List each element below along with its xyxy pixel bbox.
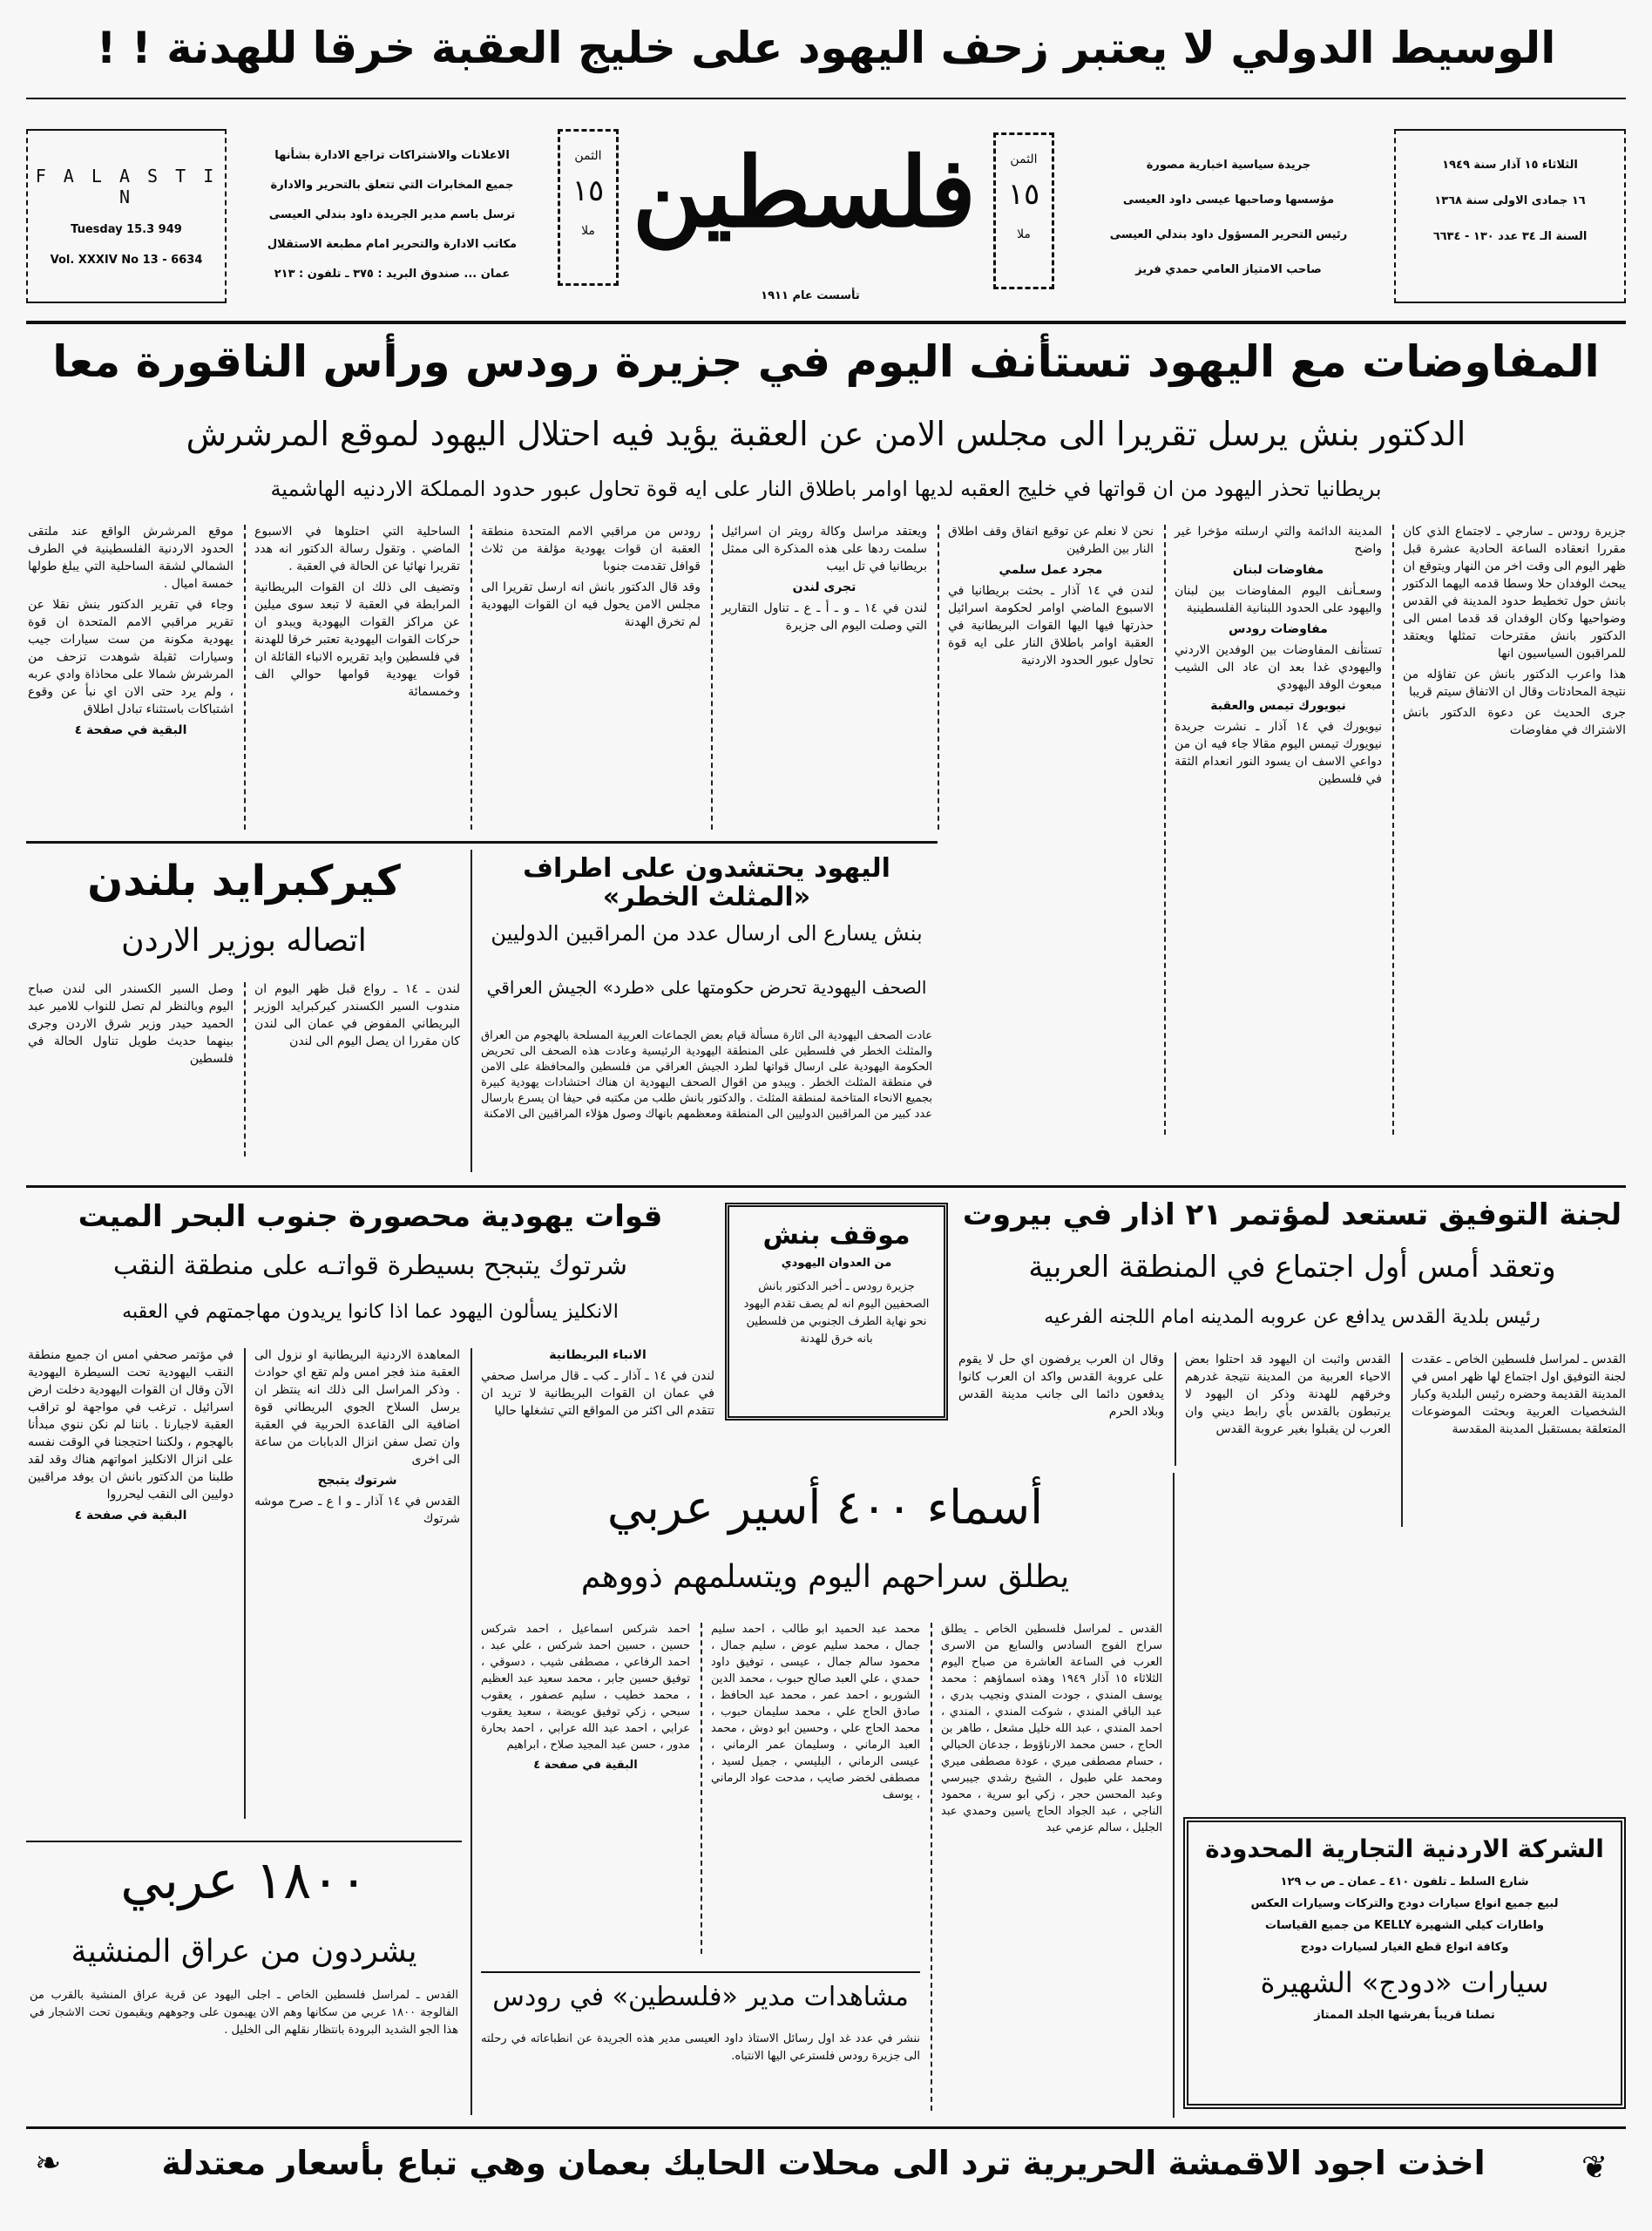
continued-note: البقية في صفحة ٤ bbox=[533, 1759, 638, 1772]
price-unit: ملا bbox=[1017, 227, 1031, 241]
paragraph: عادت الصحف اليهودية الى اثارة مسألة قيام بعض الجماعات العربية المسلحة بالهجوم من العراق والمثلث الخطر في فلسطين على المنطقة اليهودية الرئيسية وعادت هذه الصحف الى تحريض الحكومة اليهودية على ارسال قواتها لطرد الجيش العراقي من فلسطين والمحافظة على الامن في منطقة المثلث الخطر . ويبدو من اقوال الصحف اليهودية ان هناك احتشادات يهودية كبيرة بجميع الانحاء المتاخمة لمنطقة المثلث . والدكتور بانش طلب من مكتبه في حيفا ان يسرع بارسال عدد كبير من المراقبين الدوليين الى المنطقة ومعظمهم بانهاك وصول هؤلاء المراقبين الى الامكنة bbox=[481, 1029, 932, 1121]
column-divider bbox=[938, 525, 939, 830]
footer-rule bbox=[26, 2126, 1626, 2129]
paragraph: رودس من مراقبي الامم المتحدة منطقة العقبة ان قوات يهودية مؤلفة من ثلاث قوافل تقدمت جنوبا bbox=[481, 525, 701, 573]
prisoners-headline: أسماء ٤٠٠ أسير عربي bbox=[606, 1480, 1044, 1535]
masthead-rule bbox=[26, 321, 1626, 324]
price-label: الثمن bbox=[574, 149, 602, 163]
column-divider bbox=[711, 525, 713, 830]
paragraph: القدس ـ لمراسل فلسطين الخاص ـ يطلق سراح الفوج السادس والسابع من الاسرى العرب في الساعة العاشرة من صباح اليوم الثلاثاء ١٥ آذار ١٩٤٩ وهذه اسماؤهم : محمد يوسف المندي ، جودت المندي ونجيب بدري ، عبد الباقي المندي ، شوكت المندي ، المندي ، احمد المندي ، عبد الله خليل مشعل ، طاهر بن الحاج ، حسن محمد الارناؤوط ، جدعان الحبالي ، حسام مصطفى ميري ، عودة مصطفى ميري ومحمد علي طبول ، الشيخ رشدي جيبرسي وعبد المحسن حجر ، زكي ابو سرية ، محمود الناجي ، عبد الجواد الحاج ياسين وحمدي عبد الجليل ، سالم عزمي عبد bbox=[941, 1623, 1162, 1834]
triangle-headline: اليهود يحتشدون على اطراف «المثلث الخطر» bbox=[523, 853, 890, 912]
paragraph: الساحلية التي احتلوها في الاسبوع الماضي . وتقول رسالة الدكتور انه هدد تقريرا نهائيا عن الحالة في العقبة . bbox=[254, 525, 460, 573]
subheading: مفاوضات لبنان bbox=[1232, 563, 1324, 577]
bunche-subtitle: من العدوان اليهودي bbox=[781, 1257, 892, 1270]
rhodes-body bbox=[481, 2031, 920, 2069]
manshiya-subhead: يشردون من عراق المنشية bbox=[71, 1934, 417, 1970]
subheading: نيويورك تيمس والعقبة bbox=[1210, 699, 1346, 713]
continued-note: البقية في صفحة ٤ bbox=[74, 723, 187, 737]
price-box-right bbox=[993, 132, 1054, 289]
paragraph: تستأنف المفاوضات بين الوفدين الاردني واليهودي غدا بعد ان عاد الى الشيب مبعوث الوفد اليهودي bbox=[1175, 643, 1382, 692]
kirkbride-headline: كيركبرايد بلندن bbox=[87, 857, 401, 905]
subheading: الانباء البريطانية bbox=[549, 1348, 647, 1362]
section-rule bbox=[26, 1841, 462, 1842]
correspondence-line: جميع المخابرات التي تتعلق بالتحرير والادارة bbox=[270, 179, 514, 192]
date-hijri: ١٦ جمادى الاولى سنة ١٣٦٨ bbox=[1434, 194, 1586, 207]
founded-year: تأسست عام ١٩١١ bbox=[761, 289, 860, 302]
kirkbride-subhead: اتصاله بوزير الاردن bbox=[121, 923, 367, 959]
negev-subhead: شرتوك يتبجح بسيطرة قواتـه على منطقة النقب bbox=[112, 1251, 628, 1281]
column-divider bbox=[244, 1348, 246, 1819]
issue-number: السنة الـ ٣٤ عدد ١٣٠ - ٦٦٣٤ bbox=[1432, 230, 1588, 243]
paragraph: ويعتقد مراسل وكالة رويتر ان اسرائيل سلمت ردها على هذه المذكرة الى ممثل بريطانيا في تل ابيب bbox=[721, 525, 927, 573]
paragraph: القدس ـ لمراسل فلسطين الخاص ـ اجلى اليهود عن قرية عراق المنشية بالقرب من الفالوجة ١٨٠٠ عربي من سكانها وهم الان يهيمون على وجوههم ويقيمون تحت الاشجار في هذا الجو الشديد البرودة بانتظار نقلهم الى الخليل . bbox=[30, 1989, 458, 2037]
column-divider bbox=[1164, 525, 1166, 1135]
paragraph: لندن ـ ١٤ ـ رواع قبل ظهر اليوم ان مندوب السير الكسندر كيركبرايد الوزير البريطاني المفوض في عمان الى لندن كان مقررا ان يصل اليوم الى لندن bbox=[254, 982, 461, 1048]
section-rule bbox=[26, 841, 938, 844]
column-divider bbox=[1175, 1353, 1176, 1466]
triangle-subhead: بنش يسارع الى ارسال عدد من المراقبين الدوليين bbox=[491, 921, 923, 946]
paragraph: محمد عبد الحميد ابو طالب ، احمد سليم جمال ، محمد سليم عوض ، سليم جمال ، محمود سالم جمال ، عيسى ، توفيق داود حمدي ، علي العبد صالح حبوب ، محمد الدين الشوربو ، احمد عمر ، محمد عبد الحافظ ، صادق الحاج علي ، محمد سليمان حبوب ، محمد الحاج علي ، وحسين ابو دوش ، محمد العبد الرماني ، وسليمان عمر الرماني ، عيسى الرماني ، البليسي ، جميل لسيد ، مصطفى لخضر صايب ، مدحت عواد الرماني ، يوسف bbox=[711, 1623, 920, 1801]
negev-col-2 bbox=[254, 1346, 460, 1531]
banner-rule bbox=[26, 98, 1626, 99]
director-line: ترسل باسم مدير الجريدة داود بندلي العيسى bbox=[268, 208, 516, 221]
dodge-ad bbox=[1183, 1817, 1626, 2109]
lead-subhead: الدكتور بنش يرسل تقريرا الى مجلس الامن عن العقبة يؤيد فيه احتلال اليهود لموقع المرشرش bbox=[186, 415, 1466, 453]
tawfiq-headline-1: لجنة التوفيق تستعد لمؤتمر ٢١ اذار في بيروت bbox=[962, 1197, 1622, 1232]
negev-col-3 bbox=[28, 1346, 234, 1528]
footer-ad-text: اخذت اجود الاقمشة الحريرية ترد الى محلات الحايك بعمان وهي تباع بأسعار معتدلة bbox=[161, 2144, 1486, 2182]
paragraph: المدينة الدائمة والتي ارسلته مؤخرا غير واضح bbox=[1175, 525, 1382, 556]
paragraph: القدس واثبت ان اليهود قد احتلوا بعض الاحياء العربية من المدينة نتيجة غدرهم وخرقهم للهدنة وذكر ان اليهود لا يرتبطون بالقدس بأي رابط ديني وان العرب لن يقبلوا بغير عروبة القدس bbox=[1185, 1353, 1391, 1436]
kirkbride-col-2 bbox=[28, 980, 234, 1071]
price-box-left bbox=[558, 129, 619, 286]
ads-line: الاعلانات والاشتراكات تراجع الادارة بشأنها bbox=[274, 149, 510, 162]
subheading: مجرد عمل سلمي bbox=[999, 563, 1103, 577]
paragraph: جزيرة رودس ـ سارجي ـ لاجتماع الذي كان مقررا انعقاده الساعة الحادية عشرة قبل ظهر اليوم الى وقت اخر من النهار ويتوقع ان يبحث الوفدان حلا وسطا قدمه اليهما الدكتور بانش حول تخطيط حدود المدينة في القدس وضواحيها وكان الوفدان قد قدما امس الى الدكتور بانش مقترحات تمثلها ويعتقد للمراقبون السياسيون انها bbox=[1403, 525, 1626, 661]
section-rule bbox=[26, 1185, 1626, 1188]
triangle-deck: الصحف اليهودية تحرض حكومتها على «طرد» الجيش العراقي bbox=[486, 977, 927, 998]
prisoners-subhead: يطلق سراحهم اليوم ويتسلمهم ذووهم bbox=[580, 1559, 1070, 1595]
manshiya-word: عربي bbox=[120, 1850, 239, 1911]
editor-line: رئيس التحرير المسؤول داود بندلي العيسى bbox=[1109, 228, 1348, 241]
bunche-title: موقف بنش bbox=[762, 1220, 911, 1251]
lead-col-5 bbox=[481, 523, 701, 634]
column-divider bbox=[701, 1623, 702, 1954]
column-divider bbox=[1401, 1353, 1403, 1527]
masthead-title: فلسطين bbox=[632, 136, 976, 248]
manshiya-number: ١٨٠٠ bbox=[254, 1850, 368, 1911]
tawfiq-subhead: رئيس بلدية القدس يدافع عن عروبه المدينه امام اللجنه الفرعيه bbox=[1044, 1306, 1540, 1328]
lead-col-6 bbox=[254, 523, 460, 704]
column-divider bbox=[1392, 525, 1394, 1135]
latin-volume: Vol. XXXIV No 13 - 6634 bbox=[50, 254, 203, 267]
kirkbride-col-1 bbox=[254, 980, 460, 1054]
lead-deck: بريطانيا تحذر اليهود من ان قواتها في خليج العقبه لديها اوامر باطلاق النار على ايه قوة تحاول عبور حدود المملكة الاردنيه الهاشمية bbox=[270, 477, 1382, 501]
paragraph: القدس ـ لمراسل فلسطين الخاص ـ عقدت لجنة التوفيق اول اجتماع لها ظهر امس في المدينة القديمة وحضره رئيس البلدية وكبار الشخصيات العربية وبحثت الموضوعات المتعلقة بمستقبل المدينة المقدسة bbox=[1412, 1353, 1626, 1436]
bunche-box bbox=[725, 1203, 948, 1421]
paragraph: نيويورك في ١٤ آذار ـ نشرت جريدة نيويورك تيمس اليوم مقالا جاء فيه ان من دواعي الاسف ان يسود النور انعدام الثقة في فلسطين bbox=[1175, 720, 1382, 786]
price-label: الثمن bbox=[1010, 153, 1038, 166]
masthead-date-box bbox=[1394, 129, 1626, 303]
price-unit: ملا bbox=[581, 224, 595, 238]
paragraph: في مؤتمر صحفي امس ان جميع منطقة النقب اليهودية تحت السيطرة اليهودية الآن وقال ان القوات اليهودية دخلت ارض اسرائيل . ترغب في مواجهة لو تراقب العقبة لاجبارنا . باننا لم نكن ننوي مبدأنا بالهجوم ، ولكننا احتججنا في الوقت نفسه على انزال الانكليز امواتهم هناك وقد لقد طلبنا من الدكتور بانش ان يوفد مراقبين دوليين الى النقب ليحرروا bbox=[28, 1348, 234, 1502]
dodge-line: وكافة انواع قطع الغيار لسيارات دودج bbox=[1300, 1940, 1509, 1954]
masthead-admin-info bbox=[240, 141, 545, 289]
paragraph: وسعـأنف اليوم المفاوضات بين لبنان واليهود على الحدود اللبنانية الفلسطينية bbox=[1175, 584, 1382, 615]
lead-headline: المفاوضات مع اليهود تستأنف اليوم في جزيرة رودس ورأس الناقورة معا bbox=[52, 336, 1600, 387]
column-divider bbox=[244, 525, 246, 830]
rhodes-headline: مشاهدات مدير «فلسطين» في رودس bbox=[492, 1982, 909, 2012]
offices-line: مكاتب الادارة والتحرير امام مطبعة الاستقلال bbox=[267, 238, 518, 251]
paragraph: هذا واعرب الدكتور بانش عن تفاؤله من نتيجة المحادثات وقال ان الاتفاق سيتم قريبا bbox=[1403, 668, 1626, 699]
column-divider bbox=[931, 1623, 932, 2111]
masthead-latin-box bbox=[26, 129, 227, 303]
column-divider bbox=[471, 1348, 472, 2115]
paragraph: نحن لا نعلم عن توقيع اتفاق وقف اطلاق النار بين الطرفين bbox=[948, 525, 1154, 556]
lead-col-3 bbox=[948, 523, 1154, 673]
lead-col-1 bbox=[1403, 523, 1626, 743]
paragraph: وتضيف الى ذلك ان القوات البريطانية المرابطة في العقبة لا تبعد سوى ميلين عن مراكز القوات اليهودية ويبدو ان حركات القوات اليهودية تعتبر خرقا للهدنة في فلسطين وايد تقريره الانباء القائلة ان قوات يهودية قوامها حوالي الف وخمسمائة bbox=[254, 580, 460, 699]
latin-title: F A L A S T I N bbox=[35, 166, 218, 207]
dodge-address: شارع السلط ـ تلفون ٤١٠ ـ عمان ـ ص ب ١٢٩ bbox=[1280, 1875, 1529, 1889]
column-divider bbox=[471, 525, 472, 830]
manshiya-body bbox=[30, 1987, 458, 2043]
subheading: تجرى لندن bbox=[792, 580, 856, 594]
paragraph: وقال ان العرب يرفضون اي حل لا يقوم على عروبة القدس واكد ان العرب كانوا يدفعون دائما الى جانب مدينة القدس وبلاد الحرم bbox=[958, 1353, 1164, 1419]
manshiya-headline bbox=[26, 1852, 462, 1909]
date-gregorian: الثلاثاء ١٥ آذار سنة ١٩٤٩ bbox=[1442, 159, 1578, 172]
column-divider bbox=[244, 982, 246, 1156]
ornament-icon: ❧ bbox=[35, 2146, 62, 2181]
tawfiq-headline-2: وتعقد أمس أول اجتماع في المنطقة العربية bbox=[1028, 1250, 1556, 1285]
negev-col-1 bbox=[481, 1346, 714, 1423]
negev-deck: الانكليز يسألون اليهود عما اذا كانوا يريدون مهاجمتهم في العقبه bbox=[122, 1301, 619, 1323]
paragraph: جرى الحديث عن دعوة الدكتور بانش الاشتراك في مفاوضات bbox=[1403, 706, 1626, 737]
paragraph: وجاء في تقرير الدكتور بنش نقلا عن تقرير مراقبي الامم المتحدة ان قوة يهودية مكونة من ست سيارات جيب وسيارات ثقيلة شوهدت تزحف من المرشرش شمالا على محاذاة وادي عربه ، ولم يرد حتى الان اي نبأ عن وقوع اشتباكات باستثناء تبادل اطلاق bbox=[28, 598, 234, 716]
prisoners-col-2 bbox=[711, 1621, 920, 1807]
paragraph: ننشر في عدد غد اول رسائل الاستاذ داود العيسى مدير هذه الجريدة عن انطباعاته في رحلته الى جزيرة رودس فلسترعي اليها الانتباه. bbox=[481, 2032, 920, 2063]
lead-col-2 bbox=[1175, 523, 1382, 791]
paragraph: احمد شركس اسماعيل ، احمد شركس حسين ، حسين احمد شركس ، علي عبد ، احمد الرفاعي ، مصطفى شيب ، دسوقي ، توفيق حسين جابر ، محمد سعيد عبد العظيم ، محمد خطيب ، سليم عصفور ، يعقوب سبحي ، زكي توفيق عويضة ، سعيد يعقوب عرابي ، احمد عبد الله عرابي ، احمد بحارة مدور ، حسن عبد المجيد صلاح ، ابراهيم bbox=[481, 1623, 690, 1752]
dodge-line: واطارات كيلي الشهيرة KELLY من جميع القياسات bbox=[1265, 1918, 1544, 1932]
tawfiq-col-2 bbox=[1185, 1351, 1391, 1441]
dodge-footer: تصلنا قريباً بفرشها الجلد الممتاز bbox=[1314, 2008, 1495, 2022]
dodge-line: لبيع جميع انواع سيارات دودج والتركات وسيارات العكس bbox=[1250, 1896, 1559, 1910]
paragraph: لندن في ١٤ آذار ـ بحثت بريطانيا في الاسبوع الماضي اوامر لحكومة اسرائيل حذرتها فيها اليها القوات البريطانية في العقبة اوامر باطلاق النار على ايه قوة تحاول عبور الحدود الاردنية bbox=[948, 584, 1154, 668]
paragraph: وصل السير الكسندر الى لندن صباح اليوم وبالنظر لم تصل للنواب للامير عبد الحميد حيدر وزير شرق الاردن وجرى بينهما حديث طويل تناول الحالة في فلسطين bbox=[28, 982, 234, 1066]
prisoners-col-1 bbox=[941, 1621, 1162, 1840]
subheading: مفاوضات رودس bbox=[1229, 622, 1328, 636]
dodge-company: الشركة الاردنية التجارية المحدودة bbox=[1205, 1834, 1604, 1863]
column-divider bbox=[1173, 1473, 1175, 2118]
paragraph: موقع المرشرش الواقع عند ملتقى الحدود الاردنية الفلسطينية في الطرف الشمالي لشقة الساحلية التي يبلغ طولها خمسة اميال . bbox=[28, 525, 234, 591]
licensee-line: صاحب الامتياز العامي حمدي فريز bbox=[1135, 263, 1322, 276]
masthead-publisher-info bbox=[1080, 148, 1377, 288]
price-value: ١٥ bbox=[1007, 177, 1040, 212]
bunche-body: جزيرة رودس ـ أخبر الدكتور بانش الصحفيين اليوم انه لم يصف تقدم اليهود نحو نهاية الطرف الجنوبي من فلسطين بانه خرق للهدنة bbox=[743, 1280, 930, 1346]
paragraph: القدس في ١٤ آذار ـ و ا ع ـ صرح موشه شرتوك bbox=[254, 1495, 460, 1526]
tawfiq-col-3 bbox=[958, 1351, 1164, 1424]
subheading: شرتوك يتبجح bbox=[317, 1474, 397, 1488]
lead-col-4 bbox=[721, 523, 927, 638]
dodge-product: سيارات «دودج» الشهيرة bbox=[1260, 1965, 1549, 1999]
tawfiq-col-1 bbox=[1412, 1351, 1626, 1441]
banner-headline: الوسيط الدولي لا يعتبر زحف اليهود على خليج العقبة خرقا للهدنة ! ! bbox=[96, 23, 1556, 73]
paragraph: لندن في ١٤ ـ آذار ـ كب ـ قال مراسل صحفي في عمان ان القوات البريطانية لا تريد ان تتقدم الى اكثر من المواقع التي تشغلها حاليا bbox=[481, 1369, 714, 1418]
latin-date: Tuesday 15.3 949 bbox=[71, 223, 182, 236]
price-value: ١٥ bbox=[572, 173, 605, 208]
paragraph: لندن في ١٤ ـ و ـ أ ـ ع ـ تناول التقارير التي وصلت اليوم الى جزيرة bbox=[721, 601, 927, 633]
paper-description: جريدة سياسية اخبارية مصورة bbox=[1146, 159, 1311, 172]
paragraph: وقد قال الدكتور بانش انه ارسل تقريرا الى مجلس الامن يحول فيه ان القوات اليهودية لم تخرق الهدنة bbox=[481, 580, 701, 629]
negev-headline: قوات يهودية محصورة جنوب البحر الميت bbox=[78, 1199, 663, 1234]
founder-line: مؤسسها وصاحبها عيسى داود العيسى bbox=[1122, 193, 1335, 207]
prisoners-col-3 bbox=[481, 1621, 690, 1777]
column-divider bbox=[471, 850, 472, 1172]
triangle-body bbox=[481, 1028, 932, 1126]
paragraph: المعاهدة الاردنية البريطانية او نزول الى العقبة منذ فجر امس ولم تقع اي حوادث . وذكر المراسل الى ذلك انه ينتظر ان يرسل السلاح الجوي البريطاني قوة اضافية الى القاعدة الحربية في العقبة وان تصل سفن انزال الدبابات من ساعة الى اخرى bbox=[254, 1348, 460, 1467]
lead-col-7 bbox=[28, 523, 234, 743]
section-rule bbox=[481, 1971, 920, 1973]
contact-line: عمان ... صندوق البريد : ٣٧٥ ـ تلفون : ٢١٣ bbox=[274, 268, 511, 281]
continued-note: البقية في صفحة ٤ bbox=[74, 1509, 187, 1522]
ornament-icon: ❦ bbox=[1581, 2150, 1608, 2186]
